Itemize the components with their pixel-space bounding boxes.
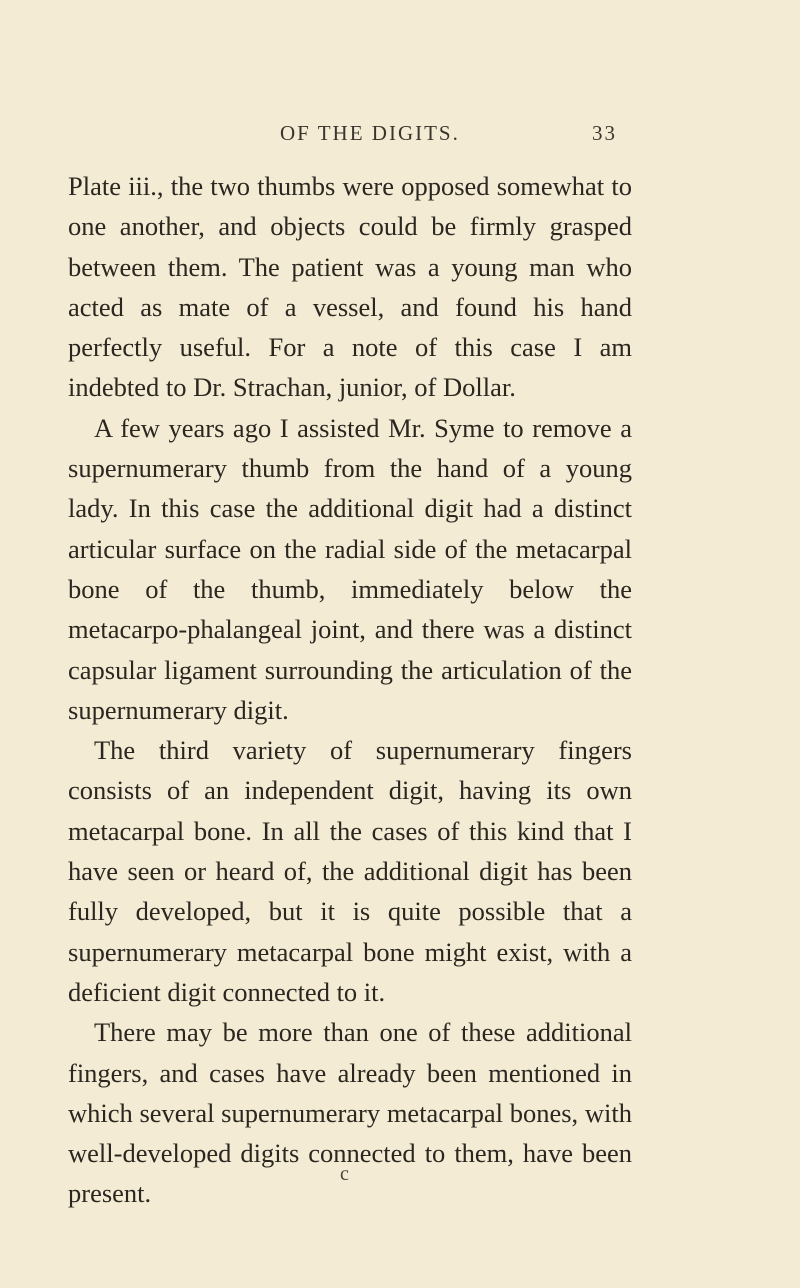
signature-mark: c <box>340 1163 349 1185</box>
running-head: OF THE DIGITS. <box>280 121 460 145</box>
paragraph-4: There may be more than one of these additional fingers, and cases have already been mentioned in which several supernumerary metacarpal bones, with well-developed digits connected to them, have been present. <box>68 1017 632 1209</box>
body-text <box>68 166 632 1214</box>
paragraph-3: The third variety of supernumerary fingers consists of an independent digit, having its own metacarpal bone. In all the cases of this kind that I have seen or heard of, the additional digit has been fully developed, but it is quite possible that a supernumerary metacarpal bone might exist, with a deficient digit connected to it. <box>68 735 632 1007</box>
paragraph-2: A few years ago I assisted Mr. Syme to remove a supernumerary thumb from the hand of a young lady. In this case the additional digit had a distinct articular surface on the radial side of the metacarpal bone of the thumb, immediately below the metacarpo-phalangeal joint, and there was a distinct capsular ligament surrounding the articulation of the supernumerary digit. <box>68 412 632 725</box>
paragraph-1: Plate iii., the two thumbs were opposed somewhat to one another, and objects could be firmly grasped between them. The patient was a young man who acted as mate of a vessel, and found his hand perfectly useful. For a note of this case I am indebted to Dr. Strachan, junior, of Dollar. <box>68 171 632 403</box>
page-number: 33 <box>592 121 617 145</box>
